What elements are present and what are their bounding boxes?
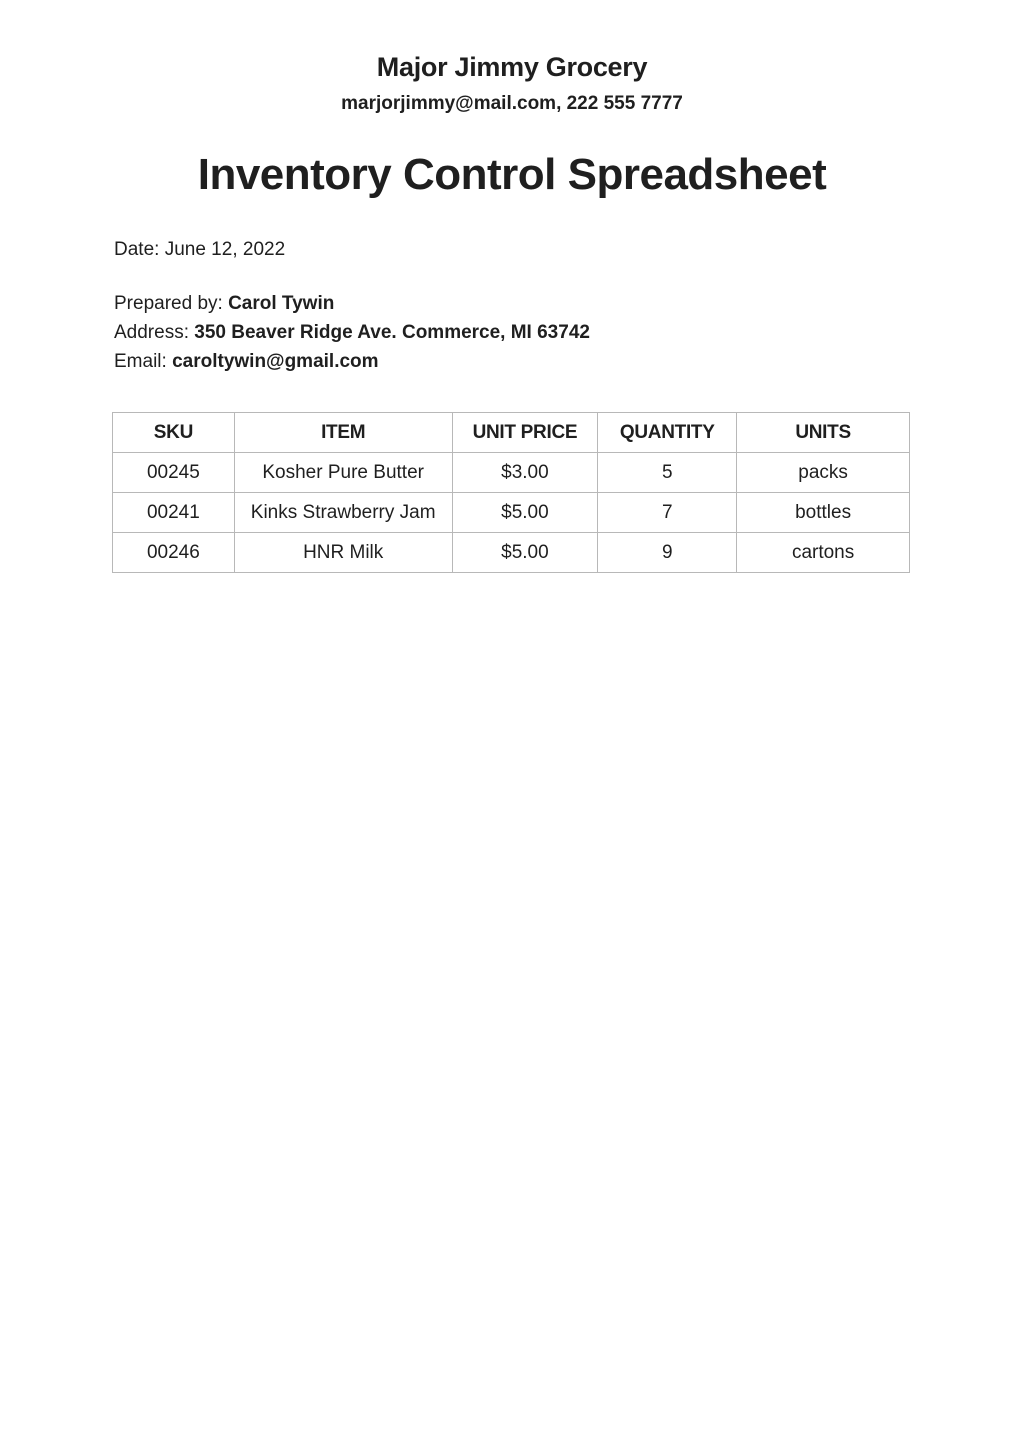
cell-units: packs [737,453,910,493]
cell-item: Kinks Strawberry Jam [234,493,452,533]
email-label: Email: [114,351,167,372]
cell-unit-price: $5.00 [452,533,598,573]
email-value: caroltywin@gmail.com [172,351,379,372]
cell-quantity: 9 [598,533,737,573]
prepared-by-value: Carol Tywin [228,293,335,314]
company-name: Major Jimmy Grocery [376,52,648,82]
address-line [114,318,590,347]
cell-unit-price: $5.00 [452,493,598,533]
header-unit-price: UNIT PRICE [452,413,598,453]
page-title: Inventory Control Spreadsheet [197,150,827,199]
header-units: UNITS [737,413,910,453]
address-label: Address: [114,322,189,343]
cell-item: HNR Milk [234,533,452,573]
table-row [113,493,910,533]
cell-units: cartons [737,533,910,573]
cell-units: bottles [737,493,910,533]
inventory-table [112,412,910,573]
company-contact: marjorjimmy@mail.com, 222 555 7777 [341,93,683,114]
header-item: ITEM [234,413,452,453]
date-value: June 12, 2022 [164,239,286,260]
table-header-row [113,413,910,453]
email-line [114,347,590,376]
cell-quantity: 7 [598,493,737,533]
date-label: Date: [114,239,160,260]
preparer-info [114,289,590,376]
address-value: 350 Beaver Ridge Ave. Commerce, MI 63742 [194,322,590,343]
cell-item: Kosher Pure Butter [234,453,452,493]
cell-sku: 00245 [113,453,235,493]
cell-sku: 00246 [113,533,235,573]
table-row [113,453,910,493]
table-row [113,533,910,573]
prepared-by-line [114,289,590,318]
header-sku: SKU [113,413,235,453]
prepared-by-label: Prepared by: [114,293,223,314]
cell-sku: 00241 [113,493,235,533]
date-line [114,235,285,264]
header-quantity: QUANTITY [598,413,737,453]
cell-unit-price: $3.00 [452,453,598,493]
cell-quantity: 5 [598,453,737,493]
